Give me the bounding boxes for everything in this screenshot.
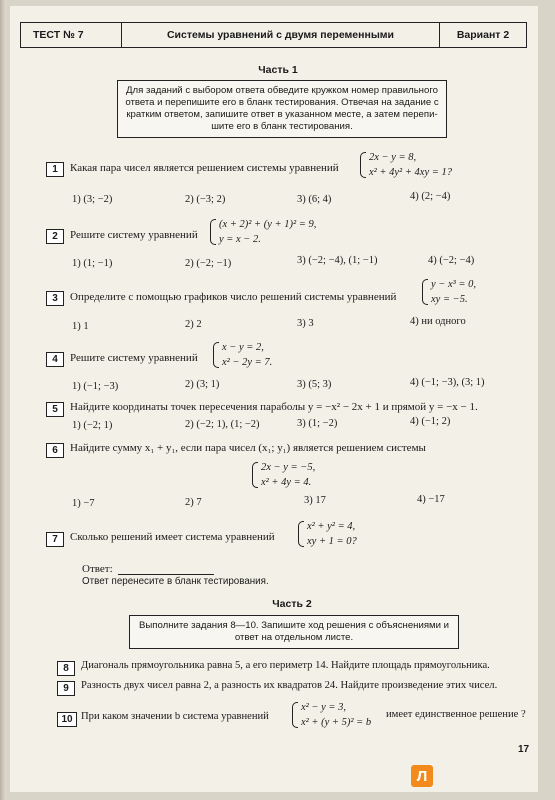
equation: y = x − 2. xyxy=(219,234,261,245)
equation: x² − 2y = 7. xyxy=(222,357,273,368)
equation-system xyxy=(252,460,315,490)
instr-line: ответа и перепишите его в бланк тестирования. Отвечая на задание с xyxy=(125,97,439,108)
question-text: Определите с помощью графиков число решений системы уравнений xyxy=(70,291,397,303)
question-number: 7 xyxy=(46,532,64,547)
equation: xy = −5. xyxy=(431,294,468,305)
test-title: Системы уравнений с двумя переменными xyxy=(122,23,440,47)
question-number: 9 xyxy=(57,681,75,696)
equation: x² − y = 3, xyxy=(301,702,347,713)
question-number: 3 xyxy=(46,291,64,306)
equation: x² + 4y² + 4xy = 1? xyxy=(369,167,452,178)
answer-option[interactable]: 3) (6; 4) xyxy=(297,194,332,205)
answer-option[interactable]: 1) (−1; −3) xyxy=(72,381,119,392)
part-1-instructions xyxy=(117,80,447,138)
question-text: Какая пара чисел является решением системы уравнений xyxy=(70,162,339,174)
question-text: Решите систему уравнений xyxy=(70,229,198,241)
instr-line: Для заданий с выбором ответа обведите кружком номер правильного xyxy=(126,85,438,96)
equation: (x + 2)² + (y + 1)² = 9, xyxy=(219,219,317,230)
answer-option[interactable]: 2) (−3; 2) xyxy=(185,194,226,205)
equation: x² + 4y = 4. xyxy=(261,477,312,488)
question-tail: имеет единственное решение ? xyxy=(386,709,526,720)
question-number: 2 xyxy=(46,229,64,244)
answer-option[interactable]: 4) (−2; −4) xyxy=(428,255,475,266)
answer-label: Ответ: xyxy=(82,563,113,575)
answer-blank[interactable] xyxy=(118,574,214,575)
transfer-note: Ответ перенесите в бланк тестирования. xyxy=(82,576,269,587)
answer-option[interactable]: 4) −17 xyxy=(417,494,445,505)
equation: 2x − y = 8, xyxy=(369,152,417,163)
question-text: Диагональ прямоугольника равна 5, а его периметр 14. Найдите площадь прямоугольника. xyxy=(81,660,490,671)
equation: x² + (y + 5)² = b xyxy=(301,717,372,728)
publisher-logo-icon: Л xyxy=(411,765,433,787)
answer-option[interactable]: 3) (1; −2) xyxy=(297,418,338,429)
answer-option[interactable]: 4) ни одного xyxy=(410,316,466,327)
answer-option[interactable]: 2) (3; 1) xyxy=(185,379,220,390)
answer-option[interactable]: 1) (1; −1) xyxy=(72,258,113,269)
equation-system xyxy=(422,277,476,307)
equation: xy + 1 = 0? xyxy=(307,536,357,547)
part-1-title: Часть 1 xyxy=(258,64,298,76)
question-text: Решите систему уравнений xyxy=(70,352,198,364)
part-2-title: Часть 2 xyxy=(272,598,312,610)
question-number: 10 xyxy=(57,712,77,727)
answer-option[interactable]: 2) 2 xyxy=(185,319,202,330)
question-text: Найдите координаты точек пересечения параболы y = −x² − 2x + 1 и прямой y = −x − 1. xyxy=(70,401,478,413)
answer-option[interactable]: 4) (2; −4) xyxy=(410,191,451,202)
answer-option[interactable]: 2) 7 xyxy=(185,497,202,508)
instr-line: кратким ответом, запишите ответ в указанном месте, а затем перепи- xyxy=(126,109,438,120)
equation: 2x − y = −5, xyxy=(261,462,316,473)
answer-option[interactable]: 4) (−1; −3), (3; 1) xyxy=(410,377,485,388)
question-number: 1 xyxy=(46,162,64,177)
answer-option[interactable]: 3) 17 xyxy=(304,495,326,506)
test-header xyxy=(20,22,527,48)
question-text: При каком значении b система уравнений xyxy=(81,711,269,722)
equation-system xyxy=(210,217,316,247)
question-text: Разность двух чисел равна 2, а разность их квадратов 24. Найдите произведение этих чисел. xyxy=(81,680,498,691)
instr-line: шите его в бланк тестирования. xyxy=(211,121,353,132)
question-text: Найдите сумму x₁ + y₁, если пара чисел (x₁; y₁) является решением системы xyxy=(70,442,426,454)
book-spine-shadow xyxy=(0,0,6,800)
question-number: 6 xyxy=(46,443,64,458)
answer-option[interactable]: 3) (−2; −4), (1; −1) xyxy=(297,255,378,266)
question-text: Сколько решений имеет система уравнений xyxy=(70,531,275,543)
equation-system xyxy=(213,340,272,370)
equation: x² + y² = 4, xyxy=(307,521,356,532)
question-number: 8 xyxy=(57,661,75,676)
instr-line: Выполните задания 8—10. Запишите ход решения с объяснениями и xyxy=(138,620,450,631)
test-number: ТЕСТ № 7 xyxy=(21,23,122,47)
variant-label: Вариант 2 xyxy=(456,29,510,41)
question-number: 4 xyxy=(46,352,64,367)
equation-system xyxy=(292,700,371,730)
page-number: 17 xyxy=(518,744,530,755)
equation: y − x³ = 0, xyxy=(431,279,477,290)
instr-line: ответ на отдельном листе. xyxy=(234,632,354,643)
equation-system xyxy=(298,519,357,549)
answer-option[interactable]: 3) 3 xyxy=(297,318,314,329)
answer-option[interactable]: 4) (−1; 2) xyxy=(410,416,451,427)
answer-option[interactable]: 3) (5; 3) xyxy=(297,379,332,390)
equation-system xyxy=(360,150,452,180)
answer-option[interactable]: 1) (3; −2) xyxy=(72,194,113,205)
part-2-instructions xyxy=(129,615,459,649)
question-number: 5 xyxy=(46,402,64,417)
answer-option[interactable]: 2) (−2; −1) xyxy=(185,258,232,269)
answer-option[interactable]: 2) (−2; 1), (1; −2) xyxy=(185,419,260,430)
answer-option[interactable]: 1) (−2; 1) xyxy=(72,420,113,431)
answer-option[interactable]: 1) −7 xyxy=(72,498,95,509)
answer-option[interactable]: 1) 1 xyxy=(72,321,89,332)
equation: x − y = 2, xyxy=(222,342,264,353)
